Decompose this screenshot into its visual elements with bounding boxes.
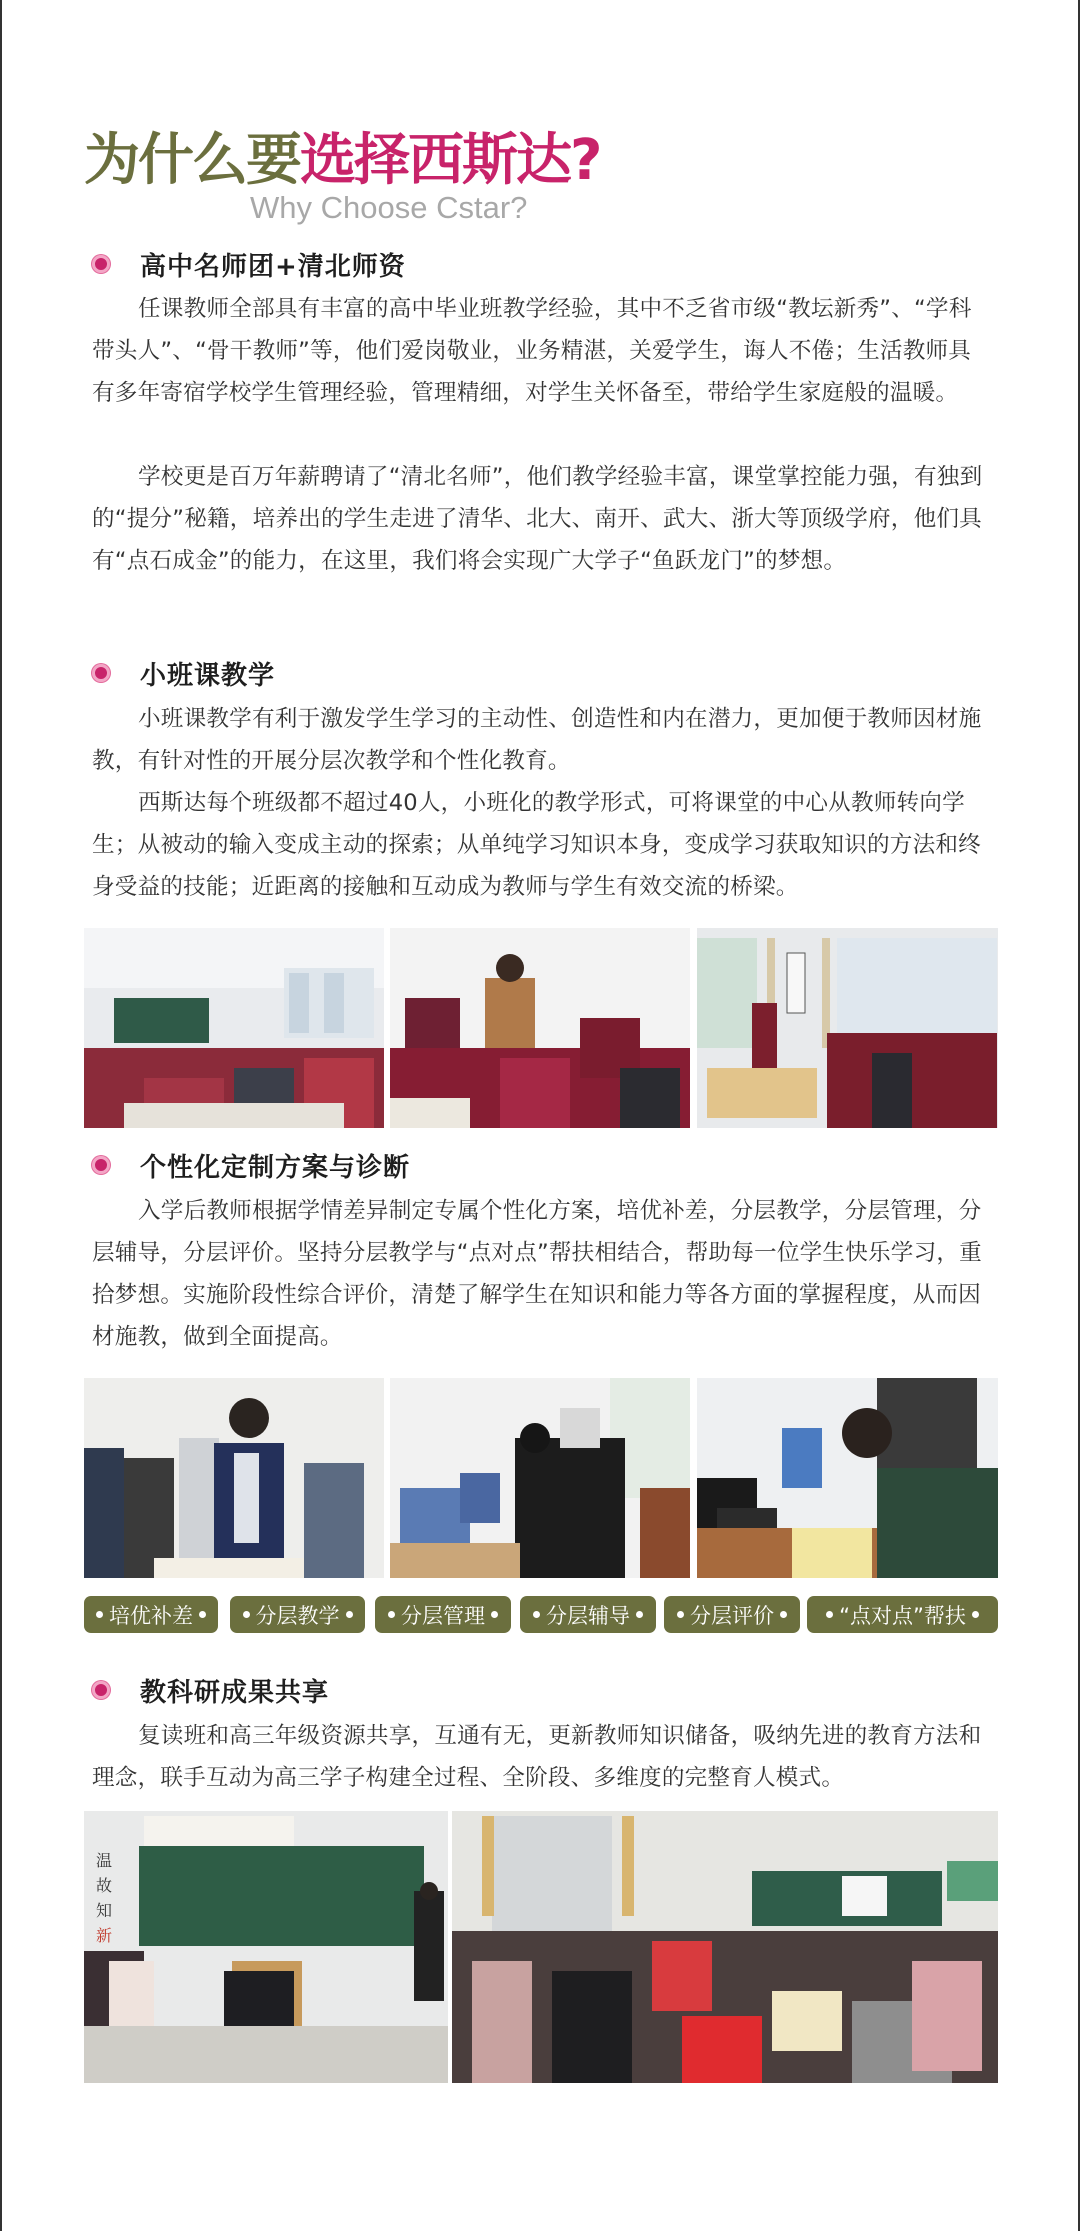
tag-label: “点对点”帮扶 — [839, 1603, 966, 1628]
photo-classroom-students — [84, 928, 384, 1128]
paragraph-text: 复读班和高三年级资源共享，互通有无，更新教师知识储备，吸纳先进的教育方法和理念，联手互动为高三学子构建全过程、全阶段、多维度的完整育人模式。 — [92, 1723, 982, 1791]
page-title — [84, 128, 600, 194]
photo-teacher-writing — [697, 1378, 998, 1578]
photo-teacher-tutoring — [84, 1378, 384, 1578]
section-heading-text: 个性化定制方案与诊断 — [140, 1152, 411, 1183]
bullet-icon — [92, 255, 110, 273]
svg-text:新: 新 — [96, 1926, 113, 1945]
paragraph-text: 任课教师全部具有丰富的高中毕业班教学经验，其中不乏省市级“教坛新秀”、“学科带头人”、“骨干教师”等，他们爱岗敬业，业务精湛，关爱学生，诲人不倦；生活教师具有多年寄宿学校学生管理经验，管理精细，对学生关怀备至，带给学生家庭般的温暖。 — [92, 296, 972, 406]
paragraph-text: 学校更是百万年薪聘请了“清北名师”，他们教学经验丰富，课堂掌控能力强，有独到的“提分”秘籍，培养出的学生走进了清华、北大、南开、武大、浙大等顶级学府，他们具有“点石成金”的能力，在这里，我们将会实现广大学子“鱼跃龙门”的梦想。 — [92, 464, 983, 574]
tag-fenceng-guanli — [375, 1596, 511, 1633]
paragraph-text: 入学后教师根据学情差异制定专属个性化方案，培优补差，分层教学，分层管理，分层辅导，分层评价。坚持分层教学与“点对点”帮扶相结合，帮助每一位学生快乐学习，重拾梦想。实施阶段性综合评价，清楚了解学生在知识和能力等各方面的掌握程度，从而因材施教，做到全面提高。 — [92, 1198, 982, 1350]
section-2-paragraph-1 — [92, 698, 992, 782]
section-4-paragraph-1 — [92, 1715, 992, 1799]
section-heading-text: 高中名师团+清北师资 — [140, 251, 406, 282]
tag-fenceng-jiaoxue — [230, 1596, 365, 1633]
bullet-icon — [92, 1156, 110, 1174]
tag-label: 分层评价 — [690, 1603, 774, 1628]
section-heading-2 — [92, 656, 275, 690]
photo-teacher-training — [452, 1811, 998, 2083]
section-heading-3 — [92, 1148, 410, 1182]
tag-fenceng-pingjia — [664, 1596, 800, 1633]
section-1-paragraph-2 — [92, 456, 992, 582]
svg-text:温: 温 — [96, 1851, 113, 1870]
photo-teacher-with-students — [390, 928, 690, 1128]
tag-fenceng-fudao — [520, 1596, 656, 1633]
svg-text:知: 知 — [96, 1901, 113, 1920]
tag-label: 分层教学 — [255, 1603, 340, 1628]
photo-student-at-desk — [390, 1378, 690, 1578]
section-2-paragraph-2 — [92, 782, 992, 908]
section-heading-1 — [92, 247, 406, 281]
section-3-paragraph-1 — [92, 1190, 992, 1358]
bullet-icon — [92, 664, 110, 682]
section-heading-text: 小班课教学 — [140, 660, 276, 691]
page-subtitle: Why Choose Cstar? — [250, 190, 528, 225]
tag-dianduidian-bangfu — [807, 1596, 998, 1633]
tag-label: 培优补差 — [109, 1603, 193, 1628]
tag-label: 分层辅导 — [546, 1603, 630, 1628]
left-border — [0, 0, 2, 2231]
photo-classroom-teacher-standing — [697, 928, 998, 1128]
section-heading-4 — [92, 1673, 329, 1707]
bullet-icon — [92, 1681, 110, 1699]
svg-text:故: 故 — [96, 1876, 113, 1895]
tag-peiyou-bucha — [84, 1596, 218, 1633]
photo-teacher-at-blackboard — [84, 1811, 448, 2083]
title-part-magenta: 选择西斯达? — [300, 128, 601, 193]
paragraph-text: 西斯达每个班级都不超过40人，小班化的教学形式，可将课堂的中心从教师转向学生；从被动的输入变成主动的探索；从单纯学习知识本身，变成学习获取知识的方法和终身受益的技能；近距离的接触和互动成为教师与学生有效交流的桥梁。 — [92, 790, 981, 900]
section-1-paragraph-1 — [92, 288, 992, 414]
section-heading-text: 教科研成果共享 — [140, 1677, 330, 1708]
paragraph-text: 小班课教学有利于激发学生学习的主动性、创造性和内在潜力，更加便于教师因材施教，有针对性的开展分层次教学和个性化教育。 — [92, 706, 982, 774]
tag-label: 分层管理 — [401, 1603, 485, 1628]
title-part-olive: 为什么要 — [84, 128, 300, 193]
